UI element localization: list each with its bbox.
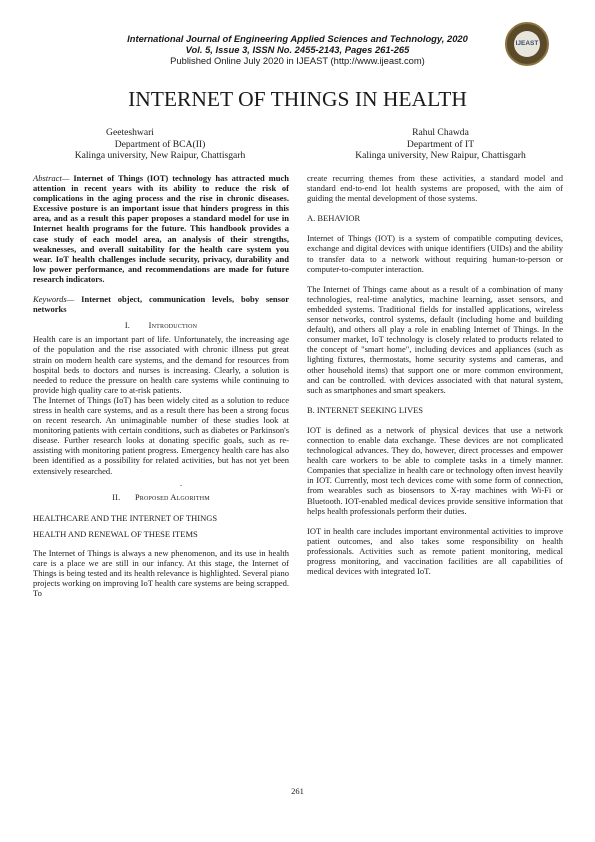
page-number: 261 — [291, 786, 304, 796]
author-dept: Department of BCA(II) — [114, 138, 206, 150]
section-number: II. — [112, 492, 121, 502]
section-number: I. — [124, 321, 131, 331]
journal-published: Published Online July 2020 in IJEAST (http://www.ijeast.com) — [170, 55, 425, 66]
algorithm-paragraph-1: The Internet of Things is always a new phenomenon, and its use in health care is a place we are still in our infancy. At this stage, the Internet of Things is being tested and its health relevance is highlighted. Several piano projects working on improving IoT health care systems are being scrapped. To — [33, 548, 289, 599]
author-name: Geeteshwari — [106, 127, 154, 138]
author-name: Rahul Chawda — [412, 127, 469, 138]
journal-logo — [505, 22, 549, 66]
keywords-text: Internet object, communication levels, boby sensor networks — [33, 294, 289, 315]
section-heading-proposed-algorithm — [33, 493, 289, 503]
paper-title: INTERNET OF THINGS IN HEALTH — [128, 87, 467, 111]
section-title: Proposed Algorithm — [134, 492, 210, 502]
abstract-text: Internet of Things (IOT) technology has attracted much attention in recent years with its ability to reduce the risk of complications in the aging process and the rise in chronic diseases. Excessive posture is an important issue that hinders progress in this area, and as a result this paper proposes a standard model for use in Internet health programs for the future. This handbook provides a case study of each model area, an analysis of their strengths, weaknesses, and overall suitability for the health care system you wear. IoT health challenges include security, privacy, durability and low power performance, and recommendations are made for future research indicators. — [33, 173, 289, 284]
left-column — [33, 173, 289, 598]
keywords — [33, 294, 289, 314]
continued-paragraph: create recurring themes from these activities, a standard model and standard end-to-end Iot health systems are proposed, with the aim of guiding the mental development of those systems. — [307, 173, 563, 204]
seeking-paragraph-1: IOT is defined as a network of physical devices that use a network connection to enable data exchange. These devices are not complicated technological advances. They do, however, direct processes and empower health care workers to be able to complete tasks in a timely manner. Companies that specialize in health care or technology often invest heavily in IOT. Currently, most tech devices come with some form of connection, from wearables such as biosensors to X-ray machines with Wi-Fi or Bluetooth. IOT-enabled medical devices provide sensitive information that helps health professionals perform their duties. — [307, 424, 563, 516]
abstract — [33, 173, 289, 284]
subsection-seeking-heading: B. INTERNET SEEKING LIVES — [307, 404, 423, 415]
author-right — [318, 127, 563, 162]
section-title: Introduction — [148, 321, 198, 331]
behavior-paragraph-1: Internet of Things (IOT) is a system of compatible computing devices, exchange and digital devices with unique identifiers (UIDs) and the ability to transfer data to a network without requiring human-to-person or computer-to-computer interaction. — [307, 233, 563, 274]
author-affiliation: Kalinga university, New Raipur, Chattisgarh — [74, 150, 246, 161]
behavior-paragraph-2: The Internet of Things came about as a result of a combination of many technologies, real-time analytics, machine learning, asset sensors, and embedded systems. Traditional fields for installed applications, wireless sensor networks, control systems, default (including home and building default), and others all play a role in enabling Internet of Things. In the consumer market, IoT technology is closely related to products related to the concept of "smart home", including devices and appliances (such as lighting fixtures, thermostats, home security systems and cameras, and other household items) that support one or more common environment, and can be controlled. with devices associated with that natural system, such as smartphones and smart speakers. — [307, 283, 563, 395]
intro-paragraph-2: The Internet of Things (IoT) has been widely cited as a solution to reduce stress in health care systems, and as a result there has been a strong focus on recent research. An unimaginable number of these studies look at monitoring patients with certain conditions, such as diabetes or Parkinson's disease. Further research looks at donating specific goals, such as re-assisting with monitoring patient progress. Emergency health care has also been identified as a possibility for related activities, but has not yet been extensively researched. — [33, 394, 289, 476]
journal-volume: Vol. 5, Issue 3, ISSN No. 2455-2143, Pages 261-265 — [185, 44, 410, 55]
subheading-health-renewal: HEALTH AND RENEWAL OF THESE ITEMS — [33, 528, 198, 539]
abstract-label: Abstract— — [33, 173, 70, 183]
subsection-behavior-heading: A. BEHAVIOR — [307, 213, 361, 224]
journal-logo-text: IJEAST — [514, 31, 540, 57]
author-dept: Department of IT — [406, 138, 475, 150]
author-left — [40, 127, 280, 162]
seeking-paragraph-2: IOT in health care includes important environmental activities to improve patient outcomes, and also takes some responsibility on health professionals. Activities such as remote patient monitoring, medical progress monitoring, and vaccination facilities are all capabilities of medical devices with integrated IoT. — [307, 525, 563, 577]
subheading-healthcare-iot: HEALTHCARE AND THE INTERNET OF THINGS — [33, 512, 218, 523]
centered-dot: . — [179, 477, 183, 488]
intro-paragraph-1: Health care is an important part of life. Unfortunately, the increasing age of the population and the rise associated with chronic illness put great strain on modern health care systems, and the demand for resources from hospital beds to doctors and nurses is increasing. Clearly, a solution is needed to reduce the pressure on health care systems while continuing to provide high quality care to at-risk patients. — [33, 334, 289, 395]
right-column — [307, 173, 563, 576]
journal-name: International Journal of Engineering Applied Sciences and Technology, 2020 — [127, 33, 468, 44]
section-heading-introduction — [33, 321, 289, 331]
keywords-label: Keywords— — [33, 294, 75, 305]
author-affiliation: Kalinga university, New Raipur, Chattisgarh — [355, 150, 526, 161]
